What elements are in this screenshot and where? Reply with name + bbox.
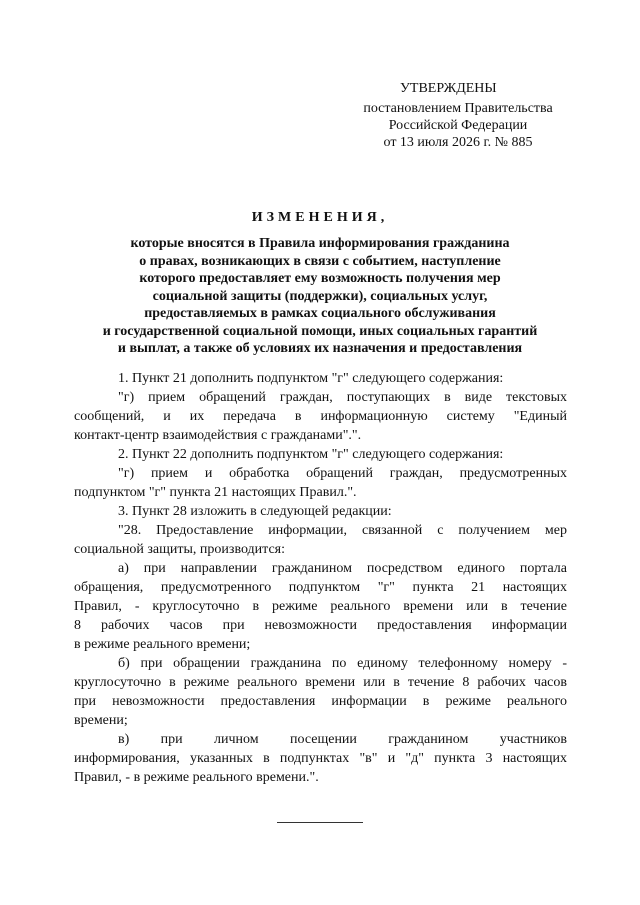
body-line: Правил, - круглосуточно в режиме реального времени или в течение bbox=[74, 599, 567, 614]
body-line: 3. Пункт 28 изложить в следующей редакции: bbox=[118, 504, 392, 519]
approval-stamp bbox=[340, 80, 576, 151]
body-line: при невозможности предоставления информации в режиме реального bbox=[74, 694, 567, 709]
body-line: подпунктом "г" пункта 21 настоящих Правил.". bbox=[74, 485, 357, 500]
approval-heading: УТВЕРЖДЕНЫ bbox=[400, 81, 497, 96]
body-line: 1. Пункт 21 дополнить подпунктом "г" следующего содержания: bbox=[118, 371, 504, 386]
body-line: времени; bbox=[74, 713, 128, 728]
subtitle-line: предоставляемых в рамках социального обслуживания bbox=[144, 306, 496, 321]
subtitle-line: социальной защиты (поддержки), социальных услуг, bbox=[152, 288, 488, 304]
body-line: обращения, предусмотренного подпунктом "г" пункта 21 настоящих bbox=[74, 580, 567, 595]
subtitle-line: и государственной социальной помощи, иных социальных гарантий bbox=[102, 323, 538, 339]
approval-line: Российской Федерации bbox=[388, 118, 528, 133]
body-line: социальной защиты, производится: bbox=[74, 542, 286, 557]
approval-line: от 13 июля 2026 г. № 885 bbox=[383, 135, 533, 150]
body-line: "г) прием и обработка обращений граждан, предусмотренных bbox=[118, 466, 567, 481]
body-line: "г) прием обращений граждан, поступающих в виде текстовых bbox=[118, 390, 567, 405]
subtitle-line: и выплат, а также об условиях их назначения и предоставления bbox=[117, 341, 523, 356]
document-body bbox=[74, 369, 567, 787]
body-line: информирования, указанных в подпунктах "в" и "д" пункта 3 настоящих bbox=[74, 751, 567, 766]
subtitle-line: которого предоставляет ему возможность получения мер bbox=[139, 271, 501, 286]
body-line: "28. Предоставление информации, связанной с получением мер bbox=[118, 523, 567, 538]
body-line: круглосуточно в режиме реального времени или в течение 8 рабочих часов bbox=[74, 675, 567, 690]
subtitle-line: о правах, возникающих в связи с событием, наступление bbox=[139, 253, 501, 269]
body-line: Правил, - в режиме реального времени.". bbox=[74, 770, 319, 785]
subtitle-line: которые вносятся в Правила информирования гражданина bbox=[130, 236, 510, 251]
document-title: ИЗМЕНЕНИЯ, bbox=[251, 210, 389, 225]
body-line: а) при направлении гражданином посредством единого портала bbox=[118, 561, 567, 576]
footer-divider bbox=[277, 822, 363, 823]
body-line: контакт-центр взаимодействия с гражданами".". bbox=[74, 428, 362, 443]
approval-line: постановлением Правительства bbox=[363, 101, 553, 116]
body-line: в режиме реального времени; bbox=[74, 637, 251, 652]
body-line: б) при обращении гражданина по единому телефонному номеру - bbox=[118, 656, 567, 671]
body-line: сообщений, и их передача в информационную систему "Единый bbox=[74, 409, 567, 424]
document-subtitle bbox=[70, 235, 570, 358]
body-line: в) при личном посещении гражданином участников bbox=[118, 732, 567, 747]
body-line: 2. Пункт 22 дополнить подпунктом "г" следующего содержания: bbox=[118, 447, 504, 462]
body-line: 8 рабочих часов при невозможности предоставления информации bbox=[74, 618, 567, 633]
